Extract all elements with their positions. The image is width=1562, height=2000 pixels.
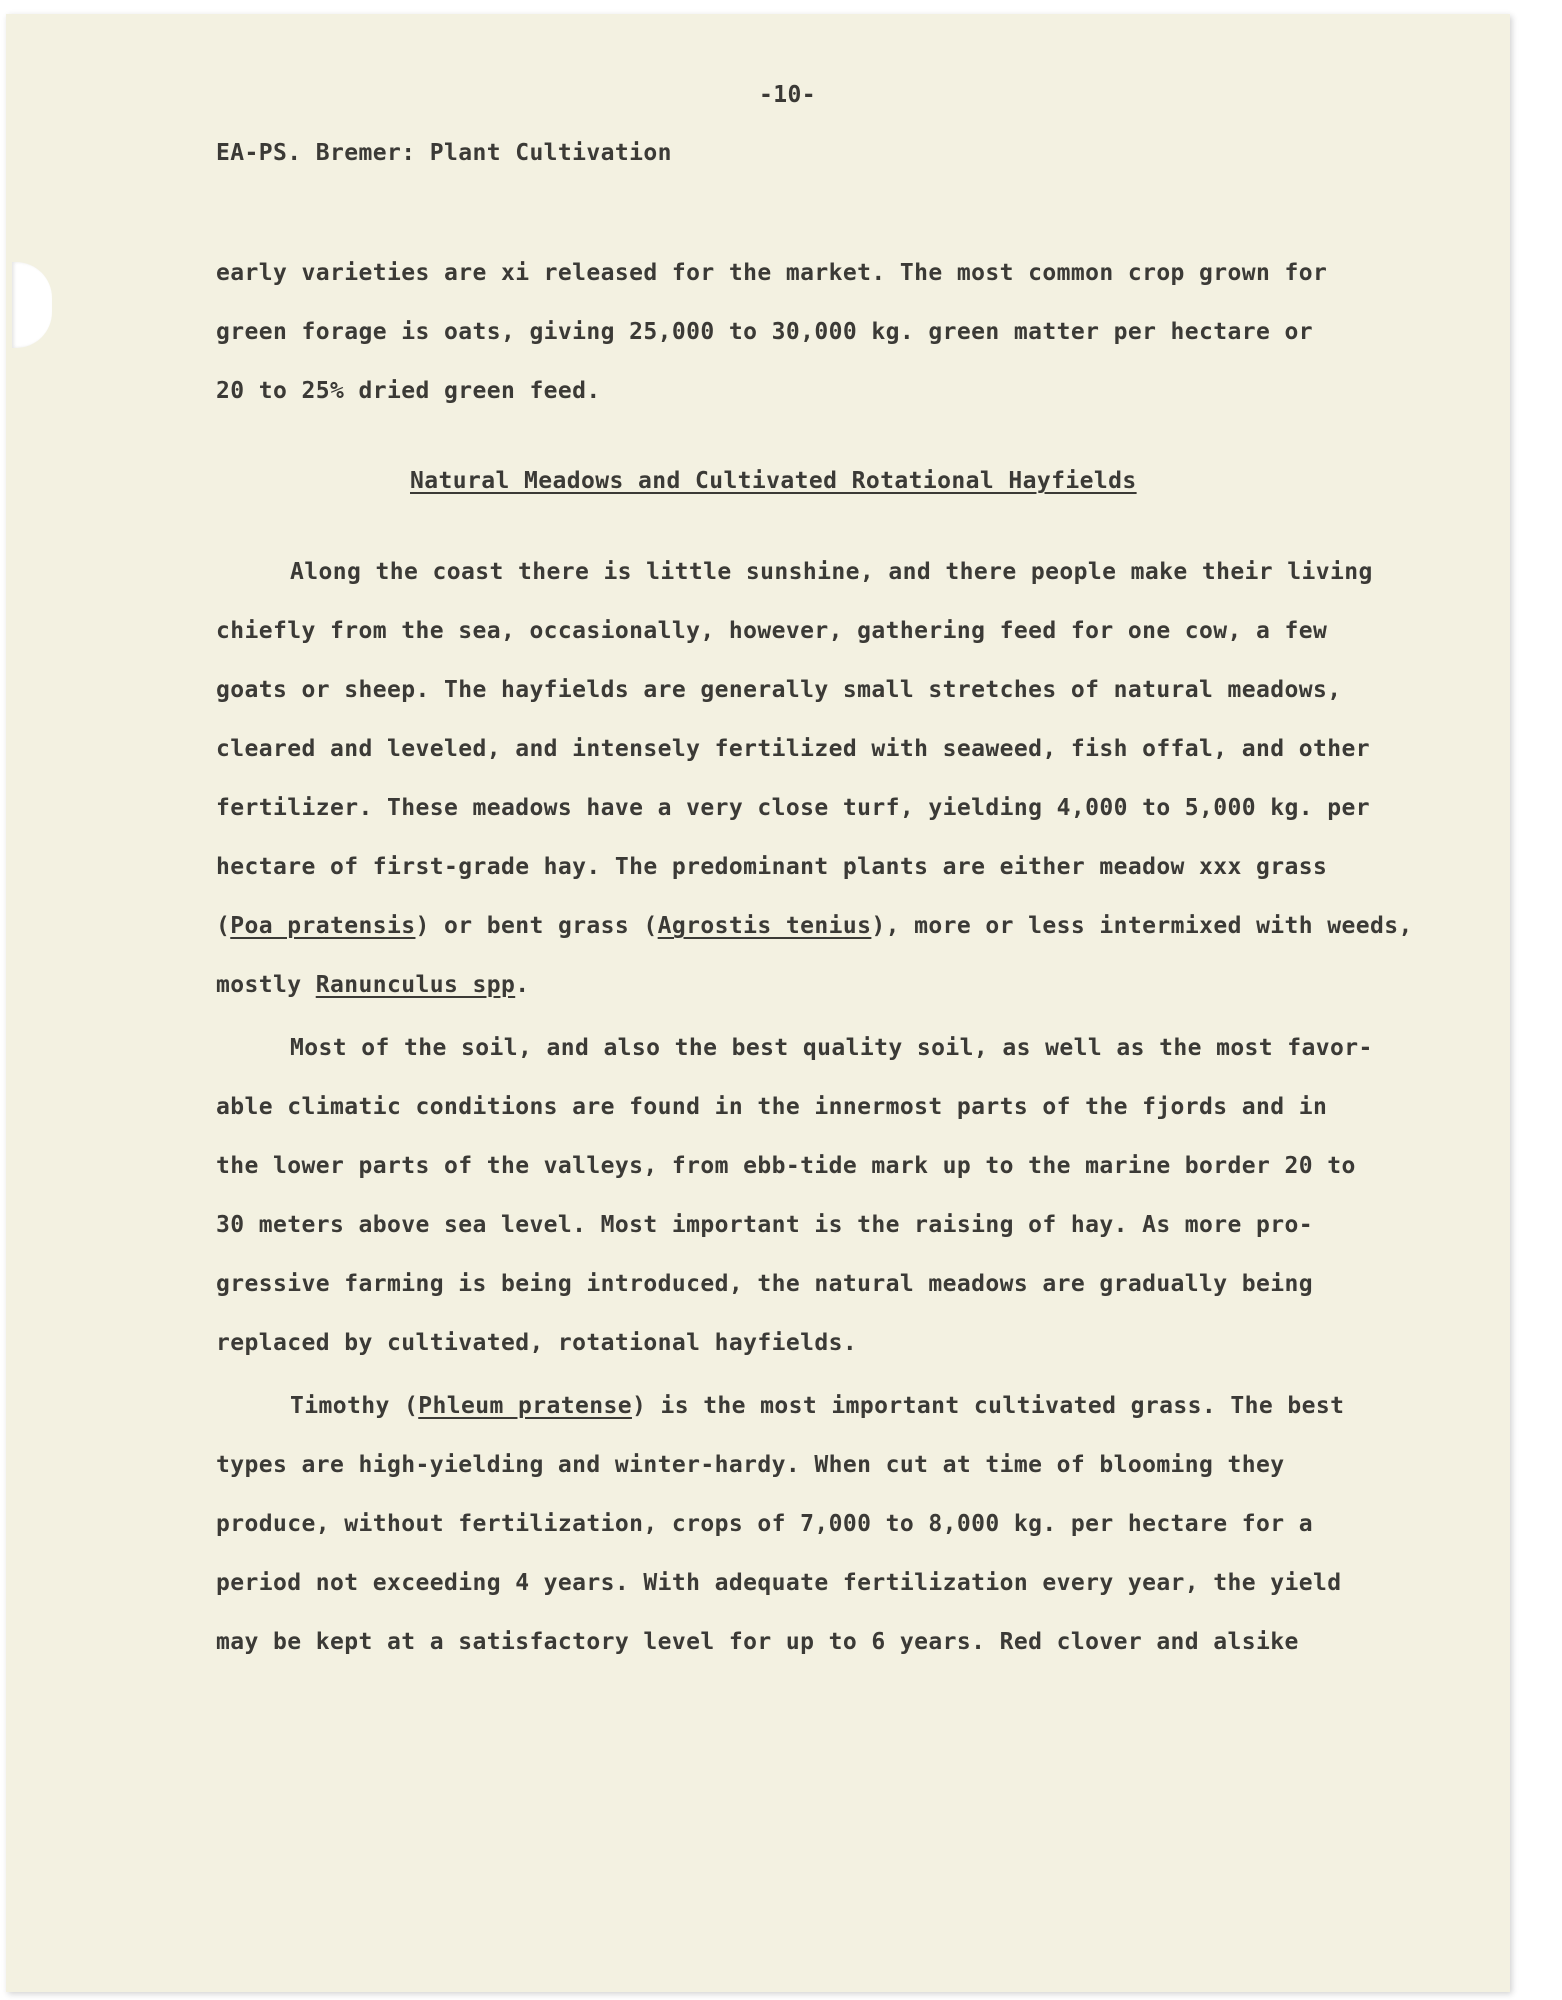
text-line: cleared and leveled, and intensely fertilized with seaweed, fish offal, and other	[216, 736, 1371, 762]
text-line: 20 to 25% dried green feed.	[216, 378, 601, 404]
document-page	[6, 14, 1510, 1992]
text-line: produce, without fertilization, crops of 7,000 to 8,000 kg. per hectare for a	[216, 1511, 1314, 1537]
text-line: the lower parts of the valleys, from ebb-tide mark up to the marine border 20 to	[216, 1153, 1356, 1179]
text-line: early varieties are xi released for the market. The most common crop grown for	[216, 260, 1328, 286]
text-line: 30 meters above sea level. Most important is the raising of hay. As more pro-	[216, 1212, 1314, 1238]
text-line: able climatic conditions are found in the innermost parts of the fjords and in	[216, 1094, 1328, 1120]
punch-hole	[12, 262, 52, 348]
text-line: Most of the soil, and also the best quality soil, as well as the most favor-	[290, 1035, 1373, 1061]
text-line: gressive farming is being introduced, the natural meadows are gradually being	[216, 1271, 1314, 1297]
section-heading: Natural Meadows and Cultivated Rotational Hayfields	[410, 468, 1137, 494]
species-name: Ranunculus spp	[315, 972, 516, 998]
text-line: goats or sheep. The hayfields are generally small stretches of natural meadows,	[216, 677, 1342, 703]
text-line: Along the coast there is little sunshine, and there people make their living	[290, 559, 1373, 585]
text-line: fertilizer. These meadows have a very close turf, yielding 4,000 to 5,000 kg. per	[216, 795, 1371, 821]
species-name: Phleum pratense	[418, 1393, 632, 1419]
text-fragment: ) is the most important cultivated grass. The best	[631, 1393, 1345, 1419]
text-fragment: mostly	[216, 972, 316, 998]
text-line: may be kept at a satisfactory level for up to 6 years. Red clover and alsike	[216, 1629, 1299, 1655]
running-header: EA-PS. Bremer: Plant Cultivation	[216, 140, 672, 166]
text-line	[290, 1393, 1344, 1419]
page-number: -10-	[759, 82, 816, 108]
text-line	[216, 913, 1413, 939]
species-name: Agrostis tenius	[657, 913, 872, 939]
text-fragment: .	[515, 972, 530, 998]
text-line: types are high-yielding and winter-hardy. When cut at time of blooming they	[216, 1452, 1285, 1478]
text-fragment: Timothy (	[290, 1393, 419, 1419]
species-name: Poa pratensis	[230, 913, 416, 939]
text-line: chiefly from the sea, occasionally, however, gathering feed for one cow, a few	[216, 618, 1328, 644]
text-fragment: ) or bent grass (	[415, 913, 658, 939]
text-fragment: ), more or less intermixed with weeds,	[871, 913, 1413, 939]
text-line: replaced by cultivated, rotational hayfields.	[216, 1330, 858, 1356]
text-line	[216, 972, 529, 998]
text-line: hectare of first-grade hay. The predominant plants are either meadow xxx grass	[216, 854, 1328, 880]
text-line: period not exceeding 4 years. With adequate fertilization every year, the yield	[216, 1570, 1342, 1596]
text-fragment: (	[216, 913, 231, 939]
text-line: green forage is oats, giving 25,000 to 30,000 kg. green matter per hectare or	[216, 319, 1314, 345]
